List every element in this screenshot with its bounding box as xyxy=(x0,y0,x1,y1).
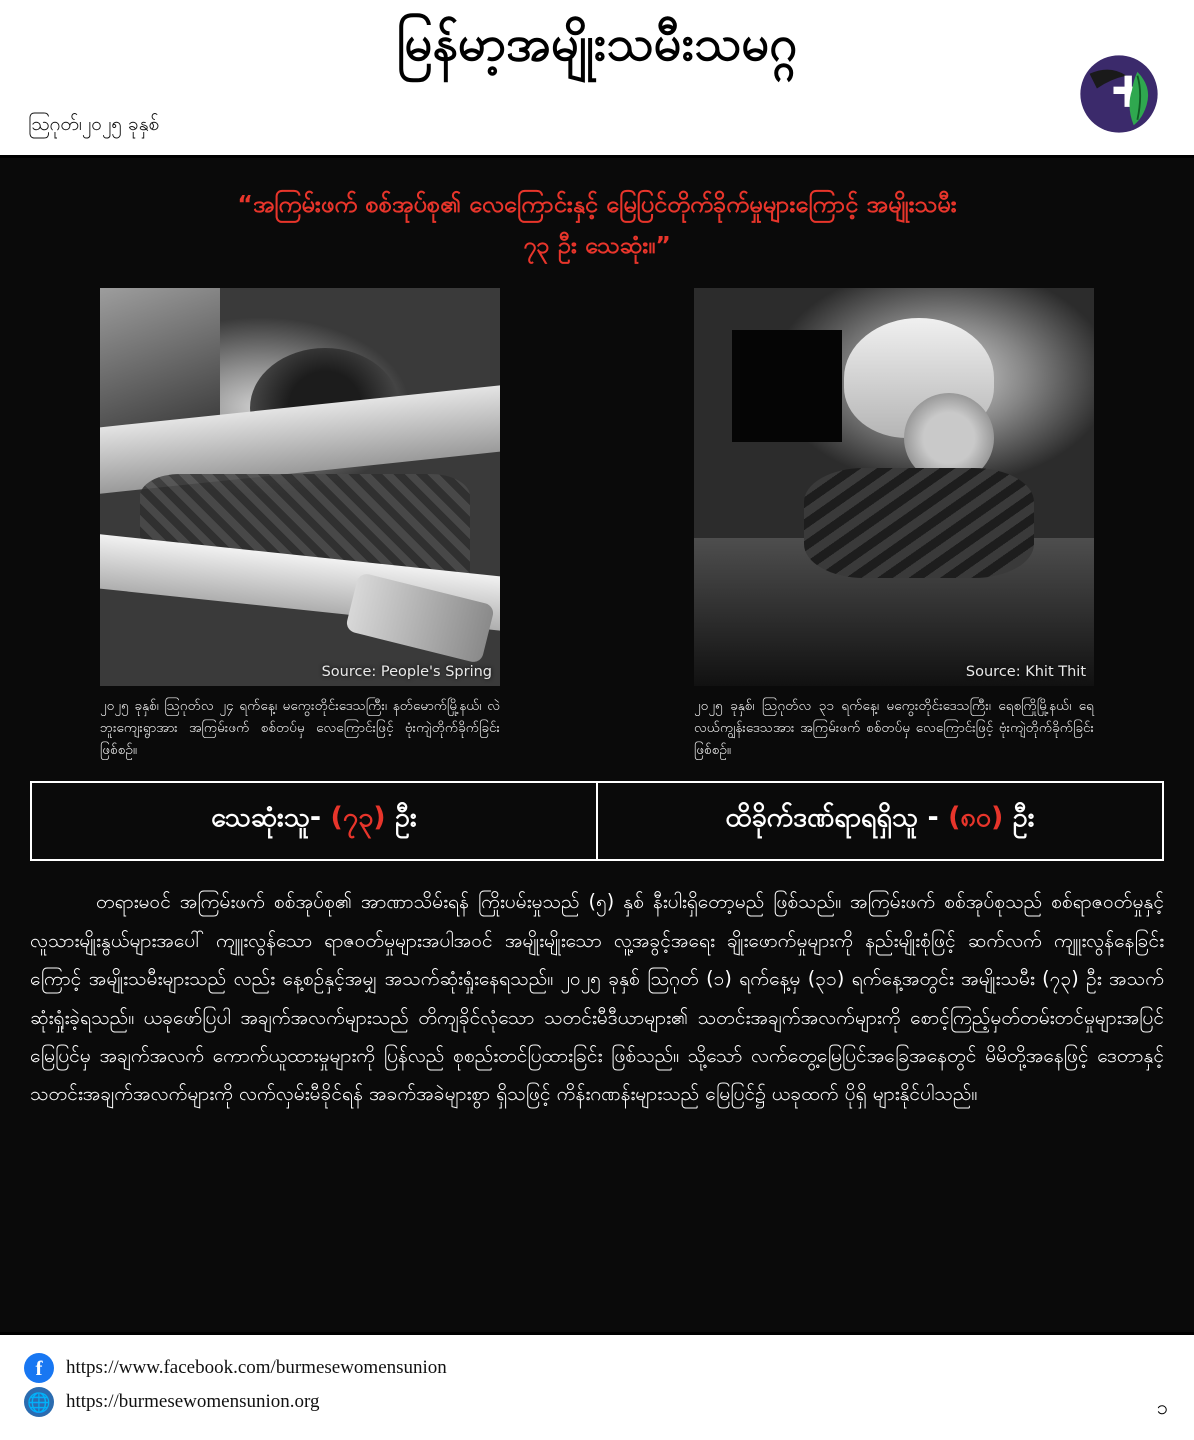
page-title: မြန်မာ့အမျိုးသမီးသမဂ္ဂ xyxy=(396,15,798,72)
globe-icon: 🌐 xyxy=(24,1387,54,1417)
issue-date: သြဂုတ်၊၂၀၂၅ ခုနှစ် xyxy=(28,113,160,135)
censor-bar xyxy=(732,330,842,442)
facebook-url[interactable]: https://www.facebook.com/burmesewomensunion xyxy=(66,1357,447,1378)
stat-injured-value: (၈၀) xyxy=(948,802,1004,834)
stat-deaths xyxy=(32,783,598,859)
stat-injured-unit: ဦး xyxy=(1003,802,1035,834)
quote-line-2: ၇၃ ဦး သေဆုံး။” xyxy=(523,231,671,260)
page-number: ၁ xyxy=(1156,1395,1168,1419)
statistics-bar xyxy=(30,781,1164,861)
website-url[interactable]: https://burmesewomensunion.org xyxy=(66,1391,320,1412)
footer xyxy=(0,1332,1194,1440)
photo-credit-left: Source: People's Spring xyxy=(321,664,492,681)
facebook-icon: f xyxy=(24,1353,54,1383)
stat-deaths-value: (၇၃) xyxy=(330,802,386,834)
stat-injured-label: ထိခိုက်ဒဏ်ရာရရှိသူ - xyxy=(725,802,949,834)
stat-injured xyxy=(598,783,1162,859)
headline-quote xyxy=(0,158,1194,274)
body-text xyxy=(30,883,1164,1113)
facebook-link[interactable] xyxy=(24,1353,1170,1383)
photo-right xyxy=(694,288,1094,686)
photo-caption-right: ၂၀၂၅ ခုနှစ်၊ သြဂုတ်လ ၃၁ ရက်နေ့၊ မကွေးတိုင်းဒေသကြီး၊ ရေစကြိုမြို့နယ်၊ ရေလယ်ကျွန်းဒေသအား အကြမ်းဖက် စစ်တပ်မှ လေကြောင်းဖြင့် ဗုံးကျဲတိုက်ခိုက်ခြင်း ဖြစ်စဉ်။ xyxy=(694,698,1094,759)
website-link[interactable] xyxy=(24,1387,1170,1417)
photo-caption-left: ၂၀၂၅ ခုနှစ်၊ သြဂုတ်လ ၂၄ ရက်နေ့၊ မကွေးတိုင်းဒေသကြီး၊ နတ်မောက်မြို့နယ်၊ လဲဘူးကျေးရွာအား အကြမ်းဖက် စစ်တပ်မှ လေကြောင်းဖြင့် ဗုံးကျဲတိုက်ခိုက်ခြင်း ဖြစ်စဉ်။ xyxy=(100,698,500,759)
photo-row xyxy=(0,274,1194,761)
photo-block-right xyxy=(694,288,1094,761)
body-paragraph: တရားမဝင် အကြမ်းဖက် စစ်အုပ်စု၏ အာဏာသိမ်းရန် ကြိုးပမ်းမှုသည် (၅) နှစ် နီးပါးရှိတော့မည် ဖြစ်သည်။ အကြမ်းဖက် စစ်အုပ်စုသည် စစ်ရာဇဝတ်မှုနှင့် လူသားမျိုးနွယ်များအပေါ် ကျူးလွန်သော ရာဇဝတ်မှုများအပါအဝင် အမျိုးမျိုးသော လူ့အခွင့်အရေး ချိုးဖောက်မှုများကို နည်းမျိုးစုံဖြင့် ဆက်လက် ကျူးလွန်နေခြင်းကြောင့် အမျိုးသမီးများသည် လည်း နေ့စဉ်နှင့်အမျှ အသက်ဆုံးရှုံးနေရသည်။ ၂၀၂၅ ခုနှစ် သြဂုတ် (၁) ရက်နေ့မှ (၃၁) ရက်နေ့အတွင်း အမျိုးသမီး (၇၃) ဦး အသက်ဆုံးရှုံးခဲ့ရသည်။ ယခုဖော်ပြပါ အချက်အလက်များသည် တိကျခိုင်လုံသော သတင်းမီဒီယာများ၏ သတင်းအချက်အလက်များကို စောင့်ကြည့်မှတ်တမ်းတင်မှုများအပြင် မြေပြင်မှ အချက်အလက် ကောက်ယူထားမှုများကို ပြန်လည် စုစည်းတင်ပြထားခြင်း ဖြစ်သည်။ သို့သော် လက်တွေ့မြေပြင်အခြေအနေတွင် မိမိတို့အနေဖြင့် ဒေတာနှင့် သတင်းအချက်အလက်များကို လက်လှမ်းမီခိုင်ရန် အခက်အခဲများစွာ ရှိသဖြင့် ကိန်းဂဏန်းများသည် မြေပြင်၌ ယခုထက် ပိုရှိ များနိုင်ပါသည်။ xyxy=(30,890,1164,1106)
photo-credit-right: Source: Khit Thit xyxy=(965,664,1086,681)
stat-deaths-unit: ဦး xyxy=(385,802,417,834)
quote-line-1: “အကြမ်းဖက် စစ်အုပ်စု၏ လေကြောင်းနှင့် မြေပြင်တိုက်ခိုက်မှုများကြောင့် အမျိုးသမီး xyxy=(237,190,957,218)
photo-block-left xyxy=(100,288,500,761)
stat-deaths-label: သေဆုံးသူ- xyxy=(211,802,331,834)
bwu-logo xyxy=(1070,48,1168,140)
header xyxy=(0,0,1194,158)
photo-left xyxy=(100,288,500,686)
